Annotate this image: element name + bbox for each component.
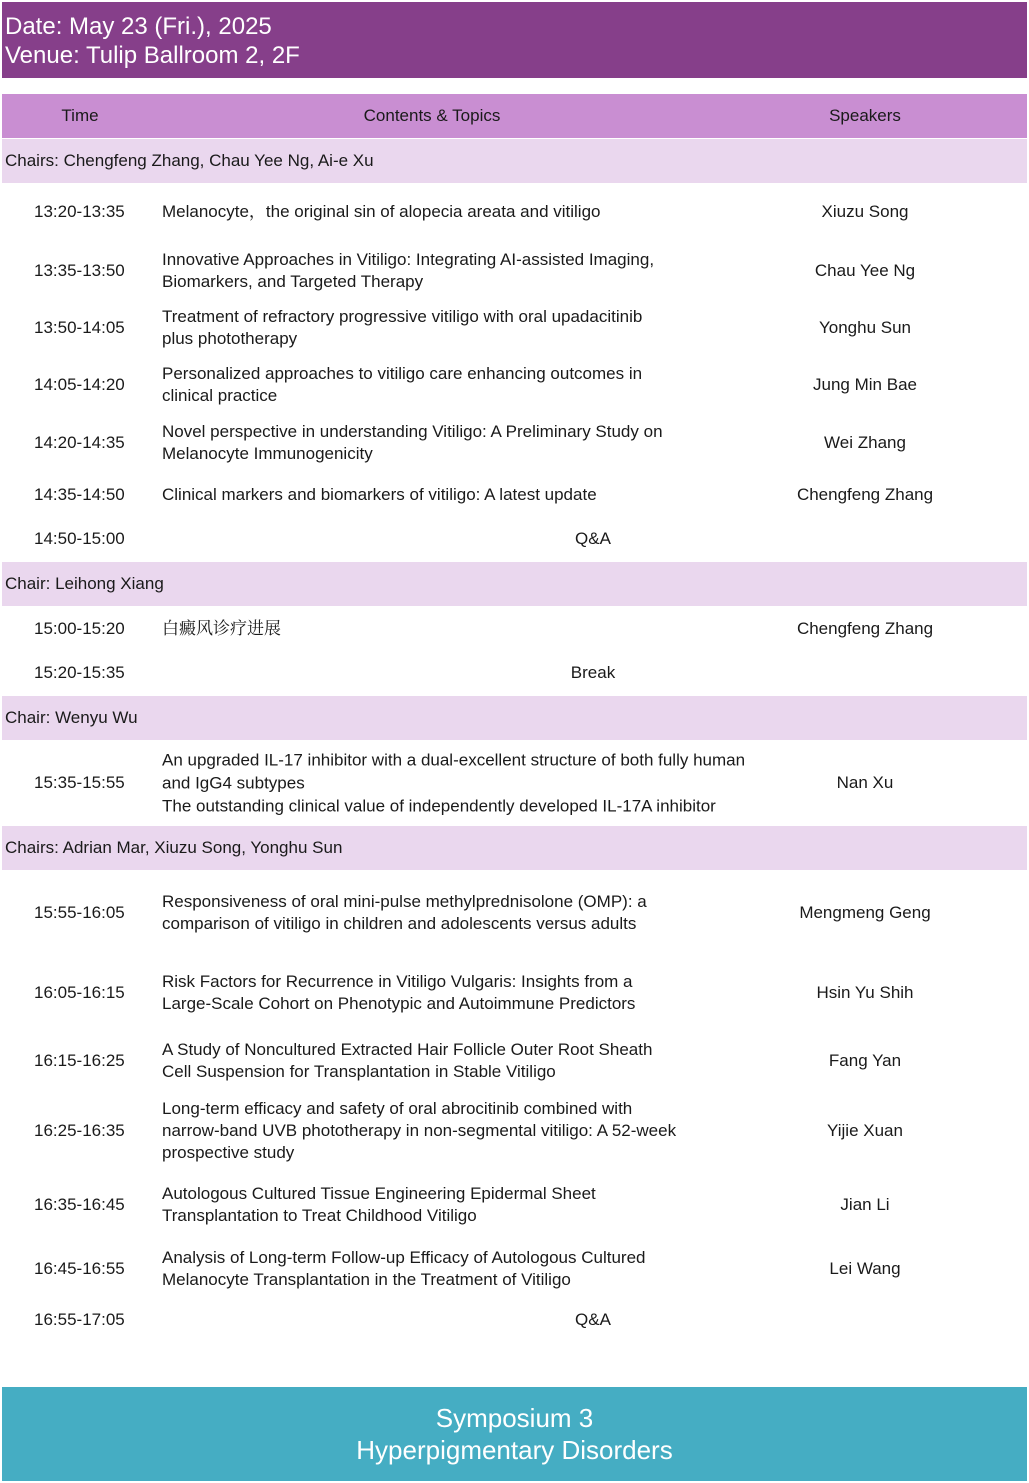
- row-speaker: Wei Zhang: [824, 433, 906, 452]
- topic-line: narrow-band UVB phototherapy in non-segmental vitiligo: A 52-week: [162, 1121, 677, 1140]
- row-topic: [162, 1247, 782, 1291]
- topic-line: Transplantation to Treat Childhood Vitiligo: [162, 1206, 477, 1225]
- topic-line: plus phototherapy: [162, 329, 298, 348]
- session-date: Date: May 23 (Fri.), 2025: [5, 13, 272, 40]
- chair-text: Chair: Leihong Xiang: [5, 574, 164, 593]
- row-time: 16:55-17:05: [34, 1310, 125, 1329]
- schedule-row: [2, 190, 1027, 234]
- row-speaker: Mengmeng Geng: [799, 903, 931, 922]
- row-time: 16:25-16:35: [34, 1121, 125, 1140]
- schedule-row: [2, 970, 1027, 1016]
- symposium-banner: [2, 1387, 1027, 1481]
- row-topic: [162, 306, 782, 350]
- row-time: 16:05-16:15: [34, 983, 125, 1002]
- schedule-row: [2, 474, 1027, 516]
- row-speaker: Yonghu Sun: [818, 318, 912, 337]
- chair-text: Chair: Wenyu Wu: [5, 708, 138, 727]
- topic-line: Melanocyte，the original sin of alopecia areata and vitiligo: [162, 202, 601, 221]
- schedule-row: [2, 1038, 1027, 1084]
- row-speaker: Chau Yee Ng: [814, 261, 916, 280]
- topic-line: Autologous Cultured Tissue Engineering Epidermal Sheet: [162, 1184, 596, 1203]
- topic-line: Novel perspective in understanding Vitiligo: A Preliminary Study on: [162, 422, 663, 441]
- topic-line: The outstanding clinical value of independently developed IL-17A inhibitor: [162, 796, 716, 816]
- row-time: 15:35-15:55: [34, 773, 125, 792]
- schedule-row: [2, 1182, 1027, 1228]
- schedule-row: [2, 1097, 1027, 1165]
- row-topic: [162, 201, 782, 223]
- row-time: 15:55-16:05: [34, 903, 125, 922]
- row-time: 13:20-13:35: [34, 202, 125, 221]
- qa-label: Q&A: [575, 529, 611, 548]
- column-header-topics: Contents & Topics: [363, 106, 501, 125]
- topic-line: Personalized approaches to vitiligo care enhancing outcomes in: [162, 364, 643, 383]
- topic-line: Innovative Approaches in Vitiligo: Integrating AI-assisted Imaging,: [162, 250, 655, 269]
- topic-line: Biomarkers, and Targeted Therapy: [162, 272, 424, 291]
- session-venue: Venue: Tulip Ballroom 2, 2F: [5, 42, 300, 69]
- chair-band: [2, 826, 1027, 870]
- schedule-row: [2, 1246, 1027, 1292]
- row-time: 15:20-15:35: [34, 663, 125, 682]
- row-topic: [162, 249, 782, 293]
- symposium-title: Hyperpigmentary Disorders: [356, 1435, 673, 1465]
- schedule-row: [2, 652, 1027, 694]
- row-speaker: Nan Xu: [836, 773, 894, 792]
- row-speaker: Xiuzu Song: [821, 202, 909, 221]
- topic-line: prospective study: [162, 1143, 295, 1162]
- row-speaker: Lei Wang: [829, 1259, 901, 1278]
- topic-line: Treatment of refractory progressive vitiligo with oral upadacitinib: [162, 307, 643, 326]
- row-speaker: Yijie Xuan: [827, 1121, 903, 1140]
- column-header-speakers: Speakers: [829, 106, 901, 125]
- row-time: 13:35-13:50: [34, 261, 125, 280]
- topic-line: An upgraded IL-17 inhibitor with a dual-excellent structure of both fully human: [162, 750, 746, 770]
- row-topic: [162, 484, 782, 506]
- row-time: 13:50-14:05: [34, 318, 125, 337]
- topic-line: Risk Factors for Recurrence in Vitiligo Vulgaris: Insights from a: [162, 972, 633, 991]
- row-topic: [162, 891, 782, 935]
- row-time: 14:35-14:50: [34, 485, 125, 504]
- schedule-row: [2, 746, 1027, 820]
- symposium-number: Symposium 3: [435, 1403, 594, 1433]
- chair-text: Chairs: Adrian Mar, Xiuzu Song, Yonghu Sun: [5, 838, 343, 857]
- chair-text: Chairs: Chengfeng Zhang, Chau Yee Ng, Ai-e Xu: [5, 151, 374, 170]
- row-time: 16:35-16:45: [34, 1195, 125, 1214]
- break-label: Break: [570, 663, 616, 682]
- column-header-row: [2, 94, 1027, 138]
- chair-band: [2, 562, 1027, 606]
- row-time: 15:00-15:20: [34, 619, 125, 638]
- topic-line: Analysis of Long-term Follow-up Efficacy of Autologous Cultured: [162, 1248, 646, 1267]
- schedule-row: [2, 890, 1027, 936]
- chair-band: [2, 139, 1027, 183]
- row-topic: [162, 421, 782, 465]
- topic-line: Melanocyte Transplantation in the Treatment of Vitiligo: [162, 1270, 571, 1289]
- schedule-row: [2, 362, 1027, 408]
- row-topic: [162, 749, 782, 818]
- topic-line: Clinical markers and biomarkers of vitiligo: A latest update: [162, 485, 597, 504]
- row-time: 14:20-14:35: [34, 433, 125, 452]
- topic-line: 白癜风诊疗进展: [162, 619, 281, 639]
- row-speaker: Jian Li: [840, 1195, 890, 1214]
- row-topic: [162, 1183, 782, 1227]
- topic-line: Cell Suspension for Transplantation in Stable Vitiligo: [162, 1062, 556, 1081]
- topic-line: Responsiveness of oral mini-pulse methylprednisolone (OMP): a: [162, 892, 647, 911]
- row-speaker: Hsin Yu Shih: [816, 983, 914, 1002]
- topic-line: Long-term efficacy and safety of oral abrocitinib combined with: [162, 1099, 633, 1118]
- row-topic: [162, 1098, 782, 1164]
- schedule-row: [2, 248, 1027, 294]
- row-speaker: Chengfeng Zhang: [796, 485, 934, 504]
- session-header: [2, 2, 1027, 78]
- row-topic: [162, 618, 782, 640]
- row-topic: [162, 971, 782, 1015]
- qa-label: Q&A: [575, 1310, 611, 1329]
- topic-line: Large-Scale Cohort on Phenotypic and Autoimmune Predictors: [162, 994, 636, 1013]
- topic-line: clinical practice: [162, 386, 278, 405]
- topic-line: comparison of vitiligo in children and adolescents versus adults: [162, 914, 637, 933]
- row-speaker: Chengfeng Zhang: [796, 619, 934, 638]
- row-speaker: Jung Min Bae: [813, 375, 917, 394]
- schedule-row: [2, 305, 1027, 351]
- topic-line: Melanocyte Immunogenicity: [162, 444, 373, 463]
- column-header-time: Time: [61, 106, 99, 125]
- row-time: 16:15-16:25: [34, 1051, 125, 1070]
- row-time: 14:50-15:00: [34, 529, 125, 548]
- topic-line: and IgG4 subtypes: [162, 773, 305, 793]
- schedule-row: [2, 608, 1027, 650]
- schedule-row: [2, 420, 1027, 466]
- schedule-row: [2, 518, 1027, 560]
- chair-band: [2, 696, 1027, 740]
- row-topic: [162, 1039, 782, 1083]
- row-time: 14:05-14:20: [34, 375, 125, 394]
- row-speaker: Fang Yan: [828, 1051, 902, 1070]
- row-topic: [162, 363, 782, 407]
- schedule-row: [2, 1300, 1027, 1340]
- row-time: 16:45-16:55: [34, 1259, 125, 1278]
- topic-line: A Study of Noncultured Extracted Hair Follicle Outer Root Sheath: [162, 1040, 653, 1059]
